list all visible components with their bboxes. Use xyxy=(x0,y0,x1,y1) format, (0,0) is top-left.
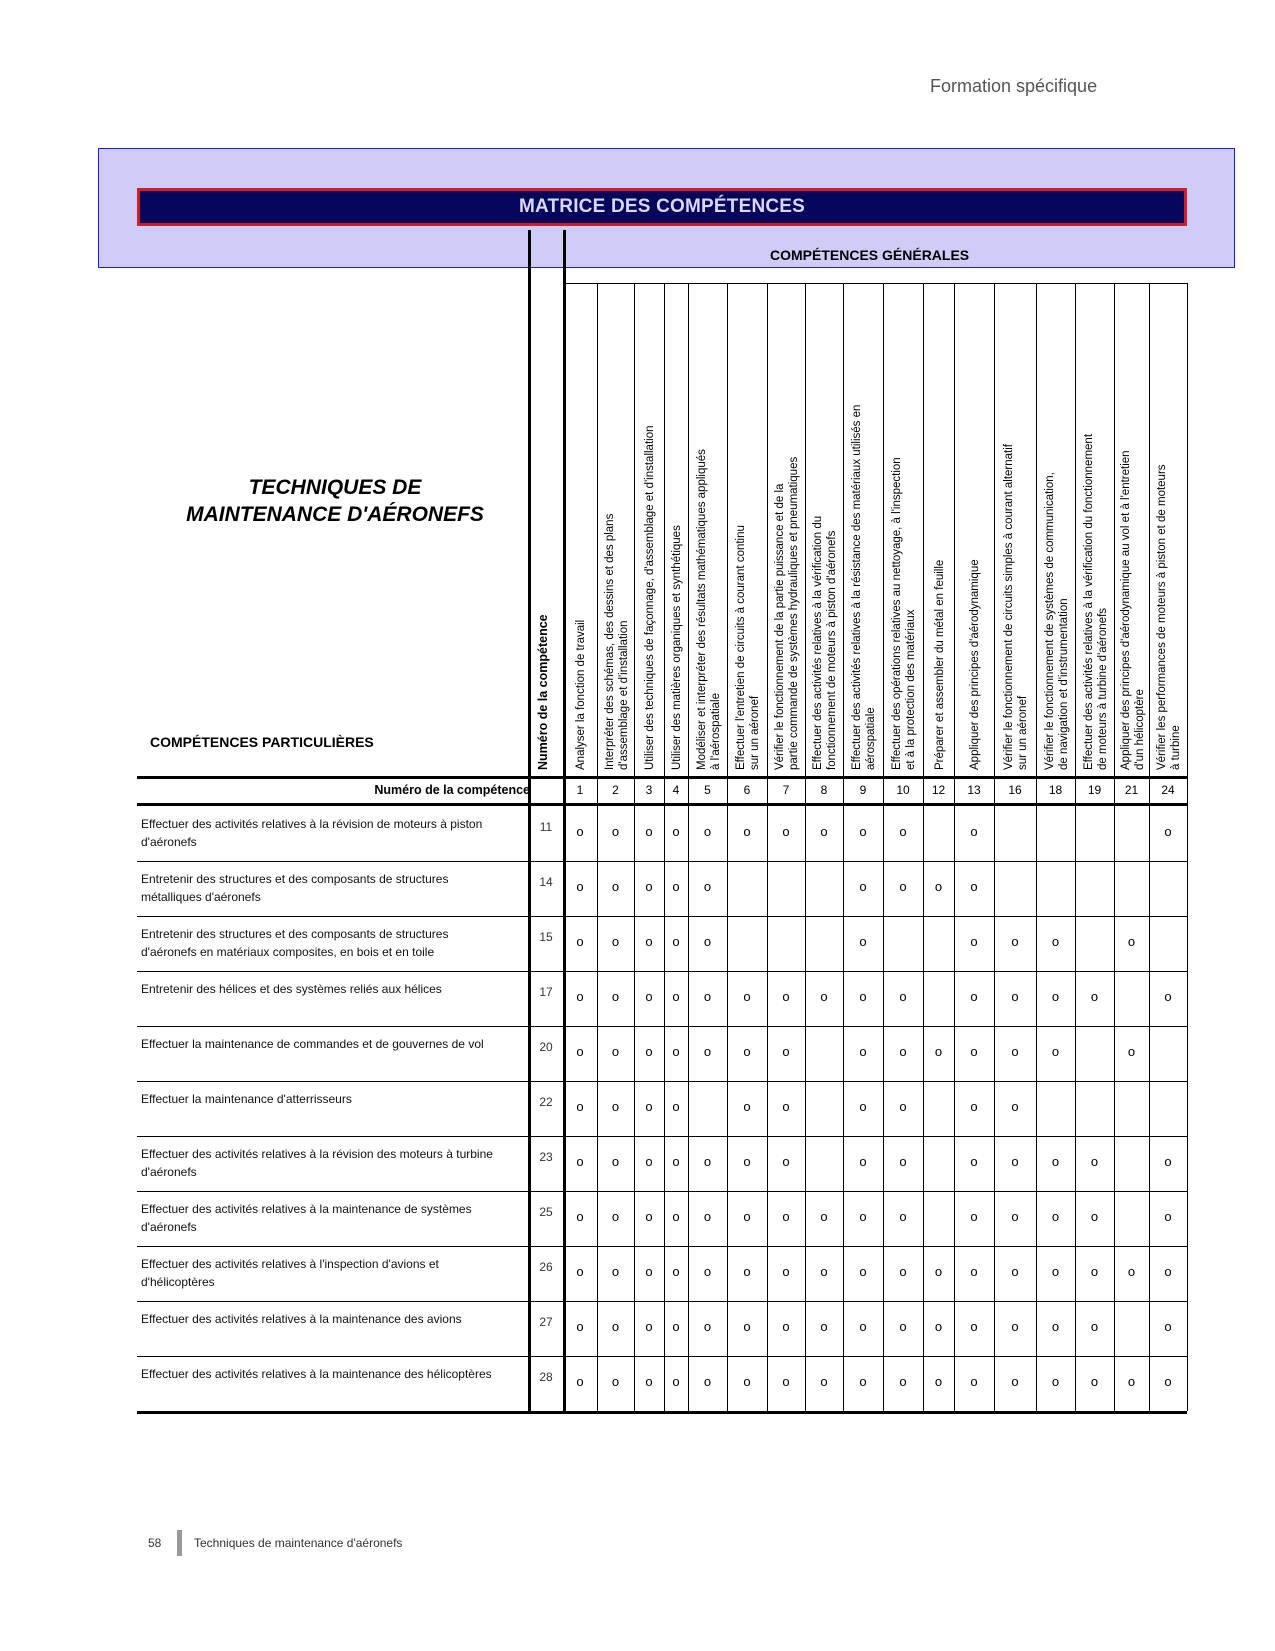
matrix-mark-circle: o xyxy=(1051,1154,1060,1169)
matrix-mark-circle: o xyxy=(970,1044,978,1059)
column-separator xyxy=(1075,283,1076,1411)
row-competency-label xyxy=(141,1200,526,1236)
row-label-line: d'aéronefs xyxy=(141,835,197,849)
column-separator xyxy=(1114,283,1115,1411)
matrix-mark-circle: o xyxy=(859,879,867,894)
row-competency-number: 22 xyxy=(539,1095,553,1109)
matrix-mark-circle: o xyxy=(820,1264,828,1279)
matrix-mark-circle: o xyxy=(859,1264,867,1279)
matrix-mark-circle: o xyxy=(743,1374,751,1389)
number-column-left-border xyxy=(528,230,531,1411)
matrix-mark-circle: o xyxy=(703,1154,712,1169)
matrix-mark-circle: o xyxy=(859,1154,867,1169)
matrix-mark-circle: o xyxy=(1127,934,1136,949)
matrix-mark-circle: o xyxy=(672,934,680,949)
header-bottom-rule xyxy=(137,776,1187,779)
row-separator xyxy=(137,971,1187,972)
row-label-line: d'hélicoptères xyxy=(141,1275,215,1289)
column-number: 6 xyxy=(743,783,751,797)
row-competency-number: 26 xyxy=(539,1260,553,1274)
matrix-mark-circle: o xyxy=(611,879,620,894)
matrix-mark-circle: o xyxy=(859,934,867,949)
matrix-mark-circle: o xyxy=(611,934,620,949)
matrix-mark-circle: o xyxy=(859,1319,867,1334)
row-label-line: Entretenir des structures et des composants de structures xyxy=(141,872,449,886)
matrix-mark-circle: o xyxy=(645,1374,653,1389)
row-competency-number: 14 xyxy=(539,875,553,889)
column-header xyxy=(670,525,684,770)
row-competency-label xyxy=(141,1035,526,1053)
column-header-line: Analyser la fonction de travail xyxy=(575,619,587,770)
matrix-mark-circle: o xyxy=(576,879,584,894)
row-label-line: Effectuer la maintenance de commandes et de gouvernes de vol xyxy=(141,1037,484,1051)
matrix-mark-circle: o xyxy=(611,989,620,1004)
column-header-line: sur un aéronef xyxy=(749,695,761,770)
column-header xyxy=(734,525,762,770)
matrix-mark-circle: o xyxy=(611,1374,620,1389)
row-competency-number: 17 xyxy=(539,985,553,999)
row-separator xyxy=(137,916,1187,917)
column-header-line: Modéliser et interpréter des résultats mathématiques appliqués xyxy=(695,449,708,770)
column-number: 1 xyxy=(576,783,584,797)
matrix-mark-circle: o xyxy=(899,1154,907,1169)
matrix-mark-circle: o xyxy=(611,1099,620,1114)
row-competency-label xyxy=(141,870,526,906)
number-column-right-border xyxy=(563,230,566,1411)
matrix-mark-circle: o xyxy=(782,1374,790,1389)
column-header-line: aérospatiale xyxy=(865,707,877,770)
matrix-mark-circle: o xyxy=(899,1209,907,1224)
matrix-mark-circle: o xyxy=(820,1374,828,1389)
matrix-mark-circle: o xyxy=(743,824,751,839)
matrix-mark-circle: o xyxy=(899,1374,907,1389)
row-separator xyxy=(137,1356,1187,1357)
matrix-mark-circle: o xyxy=(576,1154,584,1169)
matrix-mark-circle: o xyxy=(859,989,867,1004)
column-header-line: et à la protection des matériaux xyxy=(905,609,917,770)
matrix-mark-circle: o xyxy=(1011,1374,1019,1389)
column-header xyxy=(1119,450,1147,770)
column-header-line: Effectuer des activités relatives à la vérification du fonctionnement xyxy=(1082,433,1095,770)
column-header xyxy=(933,560,947,770)
column-header-line: à l'aérospatiale xyxy=(709,693,722,770)
matrix-mark-circle: o xyxy=(611,1154,620,1169)
matrix-mark-circle: o xyxy=(970,1099,978,1114)
matrix-mark-circle: o xyxy=(1127,1044,1136,1059)
row-competency-number: 28 xyxy=(539,1370,553,1384)
matrix-mark-circle: o xyxy=(782,989,790,1004)
column-separator xyxy=(1187,283,1188,1411)
number-row-label: Numéro de la compétence xyxy=(374,783,530,797)
row-label-line: Entretenir des hélices et des systèmes reliés aux hélices xyxy=(141,982,442,996)
column-header-line: à turbine xyxy=(1170,725,1182,770)
matrix-mark-circle: o xyxy=(743,1044,751,1059)
matrix-mark-circle: o xyxy=(820,989,828,1004)
column-separator xyxy=(805,283,806,1411)
matrix-mark-circle: o xyxy=(1164,1154,1172,1169)
row-label-line: Effectuer des activités relatives à la maintenance des hélicoptères xyxy=(141,1367,492,1381)
row-separator xyxy=(137,1081,1187,1082)
row-competency-number: 23 xyxy=(539,1150,553,1164)
matrix-mark-circle: o xyxy=(970,989,978,1004)
matrix-mark-circle: o xyxy=(645,1264,653,1279)
row-competency-label xyxy=(141,1255,526,1291)
row-competency-label xyxy=(141,925,526,961)
row-competency-label xyxy=(141,1310,526,1328)
column-separator xyxy=(1149,283,1150,1411)
column-header-line: Utiliser des techniques de façonnage, d'assemblage et d'installation xyxy=(644,425,656,770)
column-separator xyxy=(994,283,995,1411)
row-competency-number: 20 xyxy=(539,1040,553,1054)
column-separator xyxy=(597,283,598,1411)
matrix-mark-circle: o xyxy=(899,1099,907,1114)
column-header xyxy=(1082,434,1110,770)
matrix-mark-circle: o xyxy=(782,1264,790,1279)
matrix-mark-circle: o xyxy=(672,1209,680,1224)
matrix-mark-circle: o xyxy=(1051,1044,1060,1059)
matrix-mark-circle: o xyxy=(576,1264,584,1279)
column-header xyxy=(811,516,839,770)
row-separator xyxy=(137,1301,1187,1302)
footer-divider xyxy=(177,1530,182,1556)
matrix-mark-circle: o xyxy=(899,1264,907,1279)
column-number: 8 xyxy=(820,783,828,797)
row-label-line: Entretenir des structures et des composants de structures xyxy=(141,927,449,941)
matrix-title: MATRICE DES COMPÉTENCES xyxy=(137,188,1187,226)
column-header xyxy=(890,457,918,770)
matrix-mark-circle: o xyxy=(1051,989,1060,1004)
footer-title: Techniques de maintenance d'aéronefs xyxy=(194,1536,403,1550)
column-header-line: partie commande de systèmes hydrauliques et pneumatiques xyxy=(788,456,800,770)
row-separator xyxy=(137,1191,1187,1192)
matrix-mark-circle: o xyxy=(672,1099,680,1114)
matrix-mark-circle: o xyxy=(1090,1374,1099,1389)
column-header-line: de moteurs à turbine d'aéronefs xyxy=(1096,607,1109,770)
row-competency-number: 25 xyxy=(539,1205,553,1219)
column-number: 2 xyxy=(612,783,619,797)
column-header-line: Effectuer l'entretien de circuits à courant continu xyxy=(735,525,747,770)
matrix-mark-circle: o xyxy=(703,1209,712,1224)
general-competencies-title: COMPÉTENCES GÉNÉRALES xyxy=(770,247,970,263)
matrix-mark-circle: o xyxy=(703,934,712,949)
row-competency-label xyxy=(141,1365,526,1383)
row-competency-label xyxy=(141,1145,526,1181)
row-competency-number: 11 xyxy=(539,820,553,834)
matrix-mark-circle: o xyxy=(576,1209,584,1224)
matrix-mark-circle: o xyxy=(1011,1044,1019,1059)
column-separator xyxy=(688,283,689,1411)
matrix-mark-circle: o xyxy=(645,1154,653,1169)
row-competency-label xyxy=(141,980,526,998)
matrix-mark-circle: o xyxy=(611,1209,620,1224)
column-header-line: de navigation et d'instrumentation xyxy=(1057,598,1070,770)
row-label-line: Effectuer des activités relatives à la révision des moteurs à turbine xyxy=(141,1147,493,1161)
matrix-mark-circle: o xyxy=(576,824,584,839)
column-header-line: Vérifier le fonctionnement de systèmes de communication, xyxy=(1043,472,1056,770)
program-title-line2: MAINTENANCE D'AÉRONEFS xyxy=(186,503,484,526)
column-header-line: Effectuer des activités relatives à la vérification du xyxy=(812,515,824,770)
matrix-mark-circle: o xyxy=(899,1044,907,1059)
matrix-mark-circle: o xyxy=(970,879,978,894)
matrix-mark-circle: o xyxy=(611,1044,620,1059)
matrix-mark-circle: o xyxy=(703,1374,712,1389)
row-separator xyxy=(137,1246,1187,1247)
column-header-line: sur un aéronef xyxy=(1017,695,1029,770)
matrix-mark-circle: o xyxy=(743,1319,751,1334)
column-header-line: Appliquer des principes d'aérodynamique xyxy=(969,559,981,770)
page-number: 58 xyxy=(148,1536,162,1550)
matrix-mark-circle: o xyxy=(703,989,712,1004)
matrix-mark-circle: o xyxy=(934,1319,943,1334)
matrix-mark-circle: o xyxy=(859,824,867,839)
row-label-line: Effectuer des activités relatives à la révision de moteurs à piston xyxy=(141,817,483,831)
matrix-mark-circle: o xyxy=(934,1044,943,1059)
matrix-mark-circle: o xyxy=(970,1319,978,1334)
matrix-mark-circle: o xyxy=(645,879,653,894)
row-label-line: Effectuer la maintenance d'atterrisseurs xyxy=(141,1092,352,1106)
matrix-mark-circle: o xyxy=(703,824,712,839)
column-number: 10 xyxy=(896,783,910,797)
matrix-mark-circle: o xyxy=(1011,934,1019,949)
column-number: 5 xyxy=(704,783,711,797)
matrix-mark-circle: o xyxy=(1011,989,1019,1004)
row-competency-label xyxy=(141,1090,526,1108)
matrix-mark-circle: o xyxy=(672,989,680,1004)
matrix-mark-circle: o xyxy=(576,1099,584,1114)
column-header-line: Interpréter des schémas, des dessins et des plans xyxy=(603,513,616,770)
matrix-mark-circle: o xyxy=(645,1209,653,1224)
matrix-mark-circle: o xyxy=(576,1374,584,1389)
matrix-mark-circle: o xyxy=(1164,1264,1172,1279)
column-number: 4 xyxy=(672,783,680,797)
column-separator xyxy=(883,283,884,1411)
matrix-mark-circle: o xyxy=(1011,1319,1019,1334)
column-separator xyxy=(634,283,635,1411)
column-separator xyxy=(923,283,924,1411)
column-header-line: d'un hélicoptère xyxy=(1133,689,1146,770)
column-header xyxy=(773,457,801,770)
row-label-line: Effectuer des activités relatives à la maintenance de systèmes xyxy=(141,1202,472,1216)
matrix-mark-circle: o xyxy=(899,879,907,894)
row-competency-label xyxy=(141,815,526,851)
matrix-mark-circle: o xyxy=(645,824,653,839)
matrix-mark-circle: o xyxy=(970,1374,978,1389)
matrix-mark-circle: o xyxy=(743,1264,751,1279)
matrix-mark-circle: o xyxy=(1164,1209,1172,1224)
matrix-mark-circle: o xyxy=(899,1319,907,1334)
matrix-mark-circle: o xyxy=(1011,1209,1019,1224)
matrix-mark-circle: o xyxy=(645,989,653,1004)
column-separator xyxy=(767,283,768,1411)
matrix-mark-circle: o xyxy=(645,1319,653,1334)
column-number: 7 xyxy=(782,783,790,797)
matrix-mark-circle: o xyxy=(1164,1374,1172,1389)
matrix-mark-circle: o xyxy=(645,1044,653,1059)
row-label-line: d'aéronefs en matériaux composites, en bois et en toile xyxy=(141,945,435,959)
matrix-mark-circle: o xyxy=(703,1319,712,1334)
matrix-mark-circle: o xyxy=(703,1264,712,1279)
row-label-line: Effectuer des activités relatives à la maintenance des avions xyxy=(141,1312,462,1326)
row-label-line: d'aéronefs xyxy=(141,1220,197,1234)
matrix-mark-circle: o xyxy=(672,1044,680,1059)
matrix-mark-circle: o xyxy=(672,824,680,839)
matrix-mark-circle: o xyxy=(743,1099,751,1114)
matrix-mark-circle: o xyxy=(934,1264,943,1279)
matrix-mark-circle: o xyxy=(1090,1209,1099,1224)
matrix-mark-circle: o xyxy=(1090,1154,1099,1169)
matrix-mark-circle: o xyxy=(576,1319,584,1334)
column-header-line: Vérifier le fonctionnement de la partie puissance et de la xyxy=(774,483,786,770)
matrix-mark-circle: o xyxy=(782,1099,790,1114)
matrix-mark-circle: o xyxy=(859,1044,867,1059)
matrix-mark-circle: o xyxy=(970,1264,978,1279)
matrix-mark-circle: o xyxy=(970,824,978,839)
column-number: 18 xyxy=(1048,783,1063,797)
matrix-mark-circle: o xyxy=(645,934,653,949)
header-top-line xyxy=(563,283,1187,284)
matrix-mark-circle: o xyxy=(672,1154,680,1169)
number-row-bottom-rule xyxy=(137,803,1187,806)
column-header-line: Utiliser des matières organiques et synthétiques xyxy=(671,525,683,770)
matrix-mark-circle: o xyxy=(1164,1319,1172,1334)
matrix-mark-circle: o xyxy=(611,1319,620,1334)
matrix-mark-circle: o xyxy=(782,1044,790,1059)
row-competency-number: 15 xyxy=(539,930,553,944)
matrix-mark-circle: o xyxy=(820,824,828,839)
column-separator xyxy=(954,283,955,1411)
column-separator xyxy=(1036,283,1037,1411)
column-header-line: Vérifier le fonctionnement de circuits simples à courant alternatif xyxy=(1003,444,1015,770)
column-number: 12 xyxy=(931,783,946,797)
row-label-line: métalliques d'aéronefs xyxy=(141,890,261,904)
matrix-mark-circle: o xyxy=(1127,1264,1136,1279)
matrix-mark-circle: o xyxy=(576,1044,584,1059)
column-number: 21 xyxy=(1124,783,1139,797)
matrix-mark-circle: o xyxy=(1127,1374,1136,1389)
matrix-mark-circle: o xyxy=(934,879,943,894)
matrix-mark-circle: o xyxy=(672,1319,680,1334)
column-header xyxy=(603,514,631,770)
matrix-mark-circle: o xyxy=(970,934,978,949)
matrix-mark-circle: o xyxy=(576,989,584,1004)
matrix-mark-circle: o xyxy=(782,824,790,839)
matrix-mark-circle: o xyxy=(934,1374,943,1389)
matrix-mark-circle: o xyxy=(1090,1264,1099,1279)
matrix-mark-circle: o xyxy=(1051,1374,1060,1389)
column-number: 13 xyxy=(967,783,981,797)
matrix-mark-circle: o xyxy=(672,879,680,894)
row-label-line: Effectuer des activités relatives à l'inspection d'avions et xyxy=(141,1257,439,1271)
column-number: 3 xyxy=(645,783,653,797)
column-header-line: d'assemblage et d'installation xyxy=(617,620,630,770)
matrix-mark-circle: o xyxy=(820,1209,828,1224)
matrix-mark-circle: o xyxy=(1051,1264,1060,1279)
column-header xyxy=(1155,464,1183,770)
matrix-mark-circle: o xyxy=(743,1209,751,1224)
column-header xyxy=(574,620,588,770)
matrix-mark-circle: o xyxy=(645,1099,653,1114)
column-header-line: Préparer et assembler du métal en feuille xyxy=(933,559,946,770)
column-header xyxy=(695,449,723,770)
column-separator xyxy=(843,283,844,1411)
column-number: 19 xyxy=(1087,783,1102,797)
row-competency-number: 27 xyxy=(539,1315,553,1329)
matrix-mark-circle: o xyxy=(611,1264,620,1279)
matrix-mark-circle: o xyxy=(1051,1319,1060,1334)
program-title xyxy=(175,474,495,528)
matrix-mark-circle: o xyxy=(672,1374,680,1389)
column-separator xyxy=(664,283,665,1411)
column-header xyxy=(1043,472,1071,770)
matrix-mark-circle: o xyxy=(1011,1099,1019,1114)
matrix-mark-circle: o xyxy=(1011,1154,1019,1169)
matrix-mark-circle: o xyxy=(1164,824,1172,839)
matrix-mark-circle: o xyxy=(859,1099,867,1114)
column-header xyxy=(968,559,982,770)
column-header-line: Vérifier les performances de moteurs à piston et de moteurs xyxy=(1156,464,1168,770)
matrix-mark-circle: o xyxy=(1164,989,1172,1004)
matrix-mark-circle: o xyxy=(703,1044,712,1059)
column-header xyxy=(1002,444,1030,770)
row-separator xyxy=(137,861,1187,862)
column-header-line: Effectuer des activités relatives à la résistance des matériaux utilisés en xyxy=(851,404,863,770)
matrix-mark-circle: o xyxy=(899,824,907,839)
matrix-mark-circle: o xyxy=(743,989,751,1004)
table-bottom-rule xyxy=(137,1411,1187,1414)
matrix-mark-circle: o xyxy=(611,824,620,839)
row-separator xyxy=(137,1026,1187,1027)
column-header-line: Effectuer des opérations relatives au nettoyage, à l'inspection xyxy=(891,457,903,770)
matrix-mark-circle: o xyxy=(782,1319,790,1334)
matrix-mark-circle: o xyxy=(970,1154,978,1169)
matrix-mark-circle: o xyxy=(1090,1319,1099,1334)
matrix-mark-circle: o xyxy=(703,879,712,894)
matrix-mark-circle: o xyxy=(672,1264,680,1279)
column-number: 24 xyxy=(1161,783,1175,797)
matrix-mark-circle: o xyxy=(743,1154,751,1169)
matrix-mark-circle: o xyxy=(576,934,584,949)
program-title-line1: TECHNIQUES DE xyxy=(248,476,422,499)
column-separator xyxy=(727,283,728,1411)
number-column-header: Numéro de la compétence xyxy=(536,614,550,770)
column-header-line: fonctionnement de moteurs à piston d'aéronefs xyxy=(826,530,838,770)
matrix-mark-circle: o xyxy=(782,1209,790,1224)
matrix-mark-circle: o xyxy=(1090,989,1099,1004)
matrix-mark-circle: o xyxy=(859,1209,867,1224)
column-header-line: Appliquer des principes d'aérodynamique au vol et à l'entretien xyxy=(1119,450,1132,770)
column-number: 9 xyxy=(859,783,867,797)
section-header: Formation spécifique xyxy=(930,76,1098,96)
matrix-mark-circle: o xyxy=(970,1209,978,1224)
matrix-mark-circle: o xyxy=(859,1374,867,1389)
column-header xyxy=(850,405,878,770)
matrix-mark-circle: o xyxy=(1011,1264,1019,1279)
column-header xyxy=(643,426,657,771)
column-number: 16 xyxy=(1008,783,1022,797)
matrix-mark-circle: o xyxy=(1051,934,1060,949)
matrix-mark-circle: o xyxy=(820,1319,828,1334)
particular-competencies-label: COMPÉTENCES PARTICULIÈRES xyxy=(150,734,374,750)
matrix-mark-circle: o xyxy=(782,1154,790,1169)
matrix-mark-circle: o xyxy=(899,989,907,1004)
matrix-mark-circle: o xyxy=(1051,1209,1060,1224)
row-separator xyxy=(137,1136,1187,1137)
row-label-line: d'aéronefs xyxy=(141,1165,197,1179)
